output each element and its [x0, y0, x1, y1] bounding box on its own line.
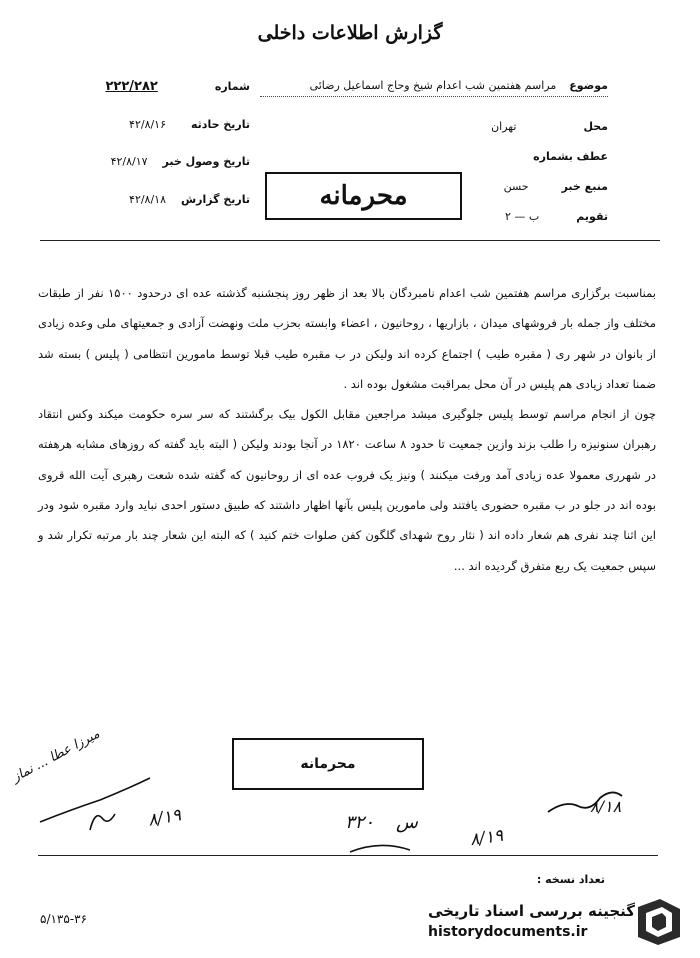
source-label: منبع خبر: [561, 180, 608, 193]
handwritten-margin-note: میرزا عطا ... نماز: [10, 726, 103, 786]
attachment-label: عطف بشماره: [533, 150, 608, 163]
location-value: تهران: [491, 120, 517, 133]
date-value: ۴۲/۸/۱۶: [129, 118, 166, 131]
watermark-text-en: historydocuments.ir: [428, 924, 588, 940]
number-value: ۲۲۲/۲۸۲: [105, 79, 158, 94]
copies-label: تعداد نسخه :: [536, 873, 605, 886]
handwritten-center-mark: س: [396, 812, 418, 833]
subject-label: موضوع: [569, 79, 608, 92]
received-value: ۴۲/۸/۱۷: [110, 155, 148, 168]
location-field: [491, 120, 608, 133]
date-field: [40, 118, 250, 131]
archive-logo-icon: [632, 897, 686, 947]
watermark-text-fa: گنجینه بررسی اسناد تاریخی: [427, 902, 635, 920]
evaluation-value: ب — ۲: [505, 210, 540, 223]
handwritten-center-number: ۳۲۰: [345, 812, 375, 833]
received-field: [40, 155, 250, 168]
signature-divider: [38, 855, 658, 856]
number-field: [40, 79, 250, 94]
handwritten-signature-date: ۸/۱۸: [590, 797, 622, 816]
subject-underline: [260, 96, 608, 97]
body-paragraph-2: چون از انجام مراسم توسط پلیس جلوگیری میشد مراجعین مقابل الکول بیک برگشتند که سر سره حکومت میکند وکس انتقاد رهبران سنونیزه را طلب بزند وازین جمعیت تا حدود ۸ ساعت ۱۸۲۰ در آنجا بودند ولیکن ( البته باید گفته که روزهای مشابه هرهفته در شهرری معمولا عده زیادی آمد ورفت میکنند ) ونیز یک فروب عده ای از روحانیون که گفته شده شعت رهبری آیت الله قروی بوده اند در جلو در ب مقبره حضوری یافتند ولی مامورین پلیس بآنها اظهار داشتند که طبیق دستور احدی نباید وارد مقبره شود ودر این اثنا چند نفری هم شعار داده اند ( نثار روح شهدای گلگون کفن صلوات ختم کنید ) که البته این شعار چند بار مرتبه تکرار شد و سپس جمعیت یک ربع متفرق گردیده اند ...: [38, 407, 657, 573]
report-field: [40, 193, 250, 206]
report-label: تاریخ گزارش: [180, 193, 250, 206]
handwritten-left-date: ۸/۱۹: [146, 805, 183, 831]
received-label: تاریخ وصول خبر: [162, 155, 250, 168]
date-label: تاریخ حادثه: [191, 118, 250, 131]
evaluation-label: تقویم: [576, 210, 608, 223]
handwritten-right-date: ۸/۱۹: [468, 825, 505, 851]
report-body: [38, 278, 656, 581]
page-title: گزارش اطلاعات داخلی: [257, 22, 443, 44]
body-paragraph-1: بمناسبت برگزاری مراسم هفتمین شب اعدام نامبردگان بالا بعد از ظهر روز پنجشنبه گذشته عده ای درحدود ۱۵۰۰ نفر از طبقات مختلف واز جمله بار فروشهای میدان ، بازاریها ، روحانیون ، اعضاء وابسته بحزب ملت ونهضت آزادی و جمعیتهای ملی وعده زیادی از بانوان در شهر ری ( مقبره طیب ) اجتماع کرده اند ولیکن در ب مقبره طیب قبلا توسط مامورین انتظامی ( پلیس ) بسته شد ضمنا تعداد زیادی هم پلیس در آن محل بمراقبت مشغول بوده اند .: [38, 286, 656, 391]
subject-field: [310, 79, 608, 92]
handwriting-strokes: [0, 770, 700, 860]
location-label: محل: [583, 120, 608, 133]
confidential-stamp: محرمانه: [265, 172, 462, 220]
attachment-field: [533, 150, 608, 163]
confidential-stamp-2: محرمانه: [232, 738, 424, 790]
document-code: ۵/۱۳۵-۳۶: [40, 912, 88, 926]
evaluation-field: [505, 210, 608, 223]
header-divider: [40, 240, 660, 241]
number-label: شماره: [214, 80, 250, 93]
source-value: حسن: [503, 180, 529, 193]
report-value: ۴۲/۸/۱۸: [129, 193, 166, 206]
source-field: [504, 180, 608, 193]
subject-value: مراسم هفتمین شب اعدام شیخ وحاج اسماعیل رضائی: [309, 79, 557, 92]
